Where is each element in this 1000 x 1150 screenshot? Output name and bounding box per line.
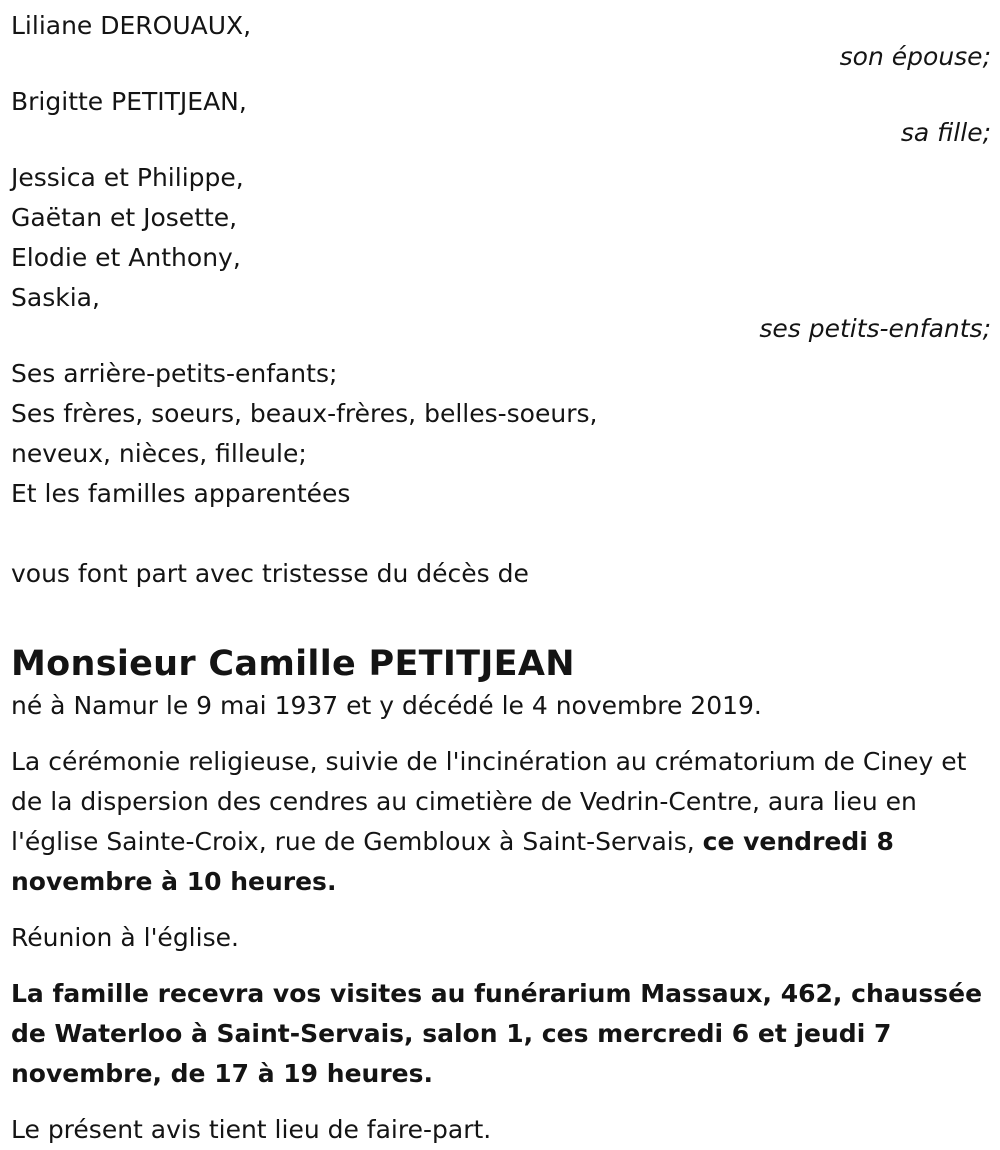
deceased-name: Monsieur Camille PETITJEAN [11,644,575,684]
visits-paragraph: La famille recevra vos visites au funérarium Massaux, 462, chaussée de Waterloo à Saint-Servais, salon 1, ces mercredi 6 et jeudi 7 novembre, de 17 à 19 heures. [11,979,983,1088]
relatives-line: Ses arrière-petits-enfants; [11,359,338,388]
deceased-dates: né à Namur le 9 mai 1937 et y décédé le 4 novembre 2019. [11,691,762,720]
grandchild-line: Gaëtan et Josette, [11,203,238,232]
closing-text: Le présent avis tient lieu de faire-part. [11,1115,492,1144]
spouse-name: Liliane DEROUAUX, [11,11,252,40]
obituary-notice [11,6,991,1150]
ceremony-when: ce vendredi 8 novembre à 10 heures. [11,827,894,896]
ceremony-paragraph [11,742,991,902]
daughter-name: Brigitte PETITJEAN, [11,87,247,116]
grandchild-line: Saskia, [11,283,100,312]
grandchildren-role: ses petits-enfants; [759,314,991,343]
other-relatives [11,354,991,514]
announcement-text: vous font part avec tristesse du décès de [11,559,529,588]
grandchild-line: Jessica et Philippe, [11,163,244,192]
reunion-text: Réunion à l'église. [11,923,239,952]
grandchildren-group [11,158,991,342]
daughter-role: sa fille; [900,118,991,147]
relatives-line: Ses frères, soeurs, beaux-frères, belles-soeurs, [11,399,598,428]
spouse-role: son épouse; [839,42,991,71]
daughter-group [11,82,991,146]
spouse-group [11,6,991,70]
relatives-line: neveux, nièces, filleule; [11,439,307,468]
relatives-line: Et les familles apparentées [11,479,351,508]
grandchild-line: Elodie et Anthony, [11,243,241,272]
ceremony-text: La cérémonie religieuse, suivie de l'incinération au crématorium de Ciney et de la dispersion des cendres au cimetière de Vedrin-Centre, aura lieu en l'église Sainte-Croix, rue de Gembloux à Saint-Servais, [11,747,967,856]
